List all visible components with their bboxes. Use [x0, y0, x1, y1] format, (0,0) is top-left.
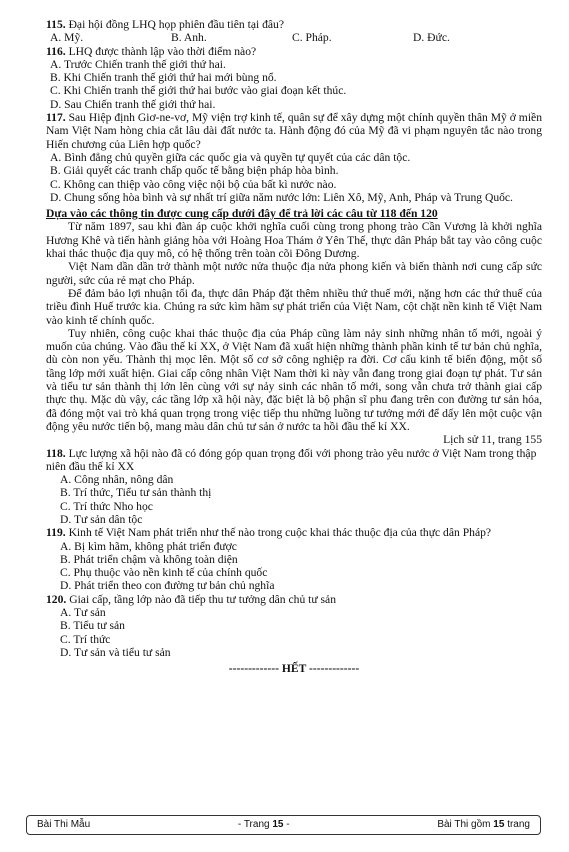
- passage-paragraph: Việt Nam dần dần trở thành một nước nửa thuộc địa nửa phong kiến và biến thành nơi cung cấp sức người, sức của rẻ mạt cho Pháp.: [46, 260, 542, 287]
- option-b: B. Tiểu tư sản: [60, 619, 125, 633]
- option-c: C. Phụ thuộc vào nền kinh tế của chính quốc: [60, 566, 268, 580]
- option-b: B. Khi Chiến tranh thế giới thứ hai mới bùng nổ.: [50, 71, 277, 85]
- question-number: 117.: [46, 111, 66, 125]
- option-b: B. Phát triển chậm và không toàn diện: [60, 552, 238, 566]
- footer-total-pages: 15: [493, 819, 505, 831]
- option-d: D. Đức.: [413, 31, 450, 45]
- question-120: [46, 593, 542, 606]
- question-number: 119.: [46, 526, 66, 540]
- option-b: B. Trí thức, Tiểu tư sản thành thị: [60, 486, 212, 500]
- option-c: C. Không can thiệp vào công việc nội bộ của bất kì nước nào.: [50, 177, 337, 191]
- option-c: C. Trí thức: [60, 632, 111, 646]
- footer-left: Bài Thi Mẫu: [37, 819, 91, 831]
- passage-paragraph: Để đảm bảo lợi nhuận tối đa, thực dân Pháp đặt thêm nhiều thứ thuế mới, nặng hơn các thứ thuế của triều đình Huế trước kia. Chúng ra sức kìm hãm sự phát triển của Việt Nam, cột chặt nền kinh tế Việt Nam vào kinh tế chính quốc.: [46, 286, 542, 327]
- passage-paragraph: Tuy nhiên, công cuộc khai thác thuộc địa của Pháp cũng làm nảy sinh những nhân tố mới, ngoài ý muốn của chúng. Vào đầu thế kỉ XX, ở Việt Nam đã xuất hiện những thành phần kinh tế tư bản chủ nghĩa, dù còn non yếu. Thành thị mọc lên. Một số cơ sở công nghiệp ra đời. Cơ cấu kinh tế biến động, một số tầng lớp mới xuất hiện. Giai cấp công nhân Việt Nam thời kì này vẫn đang trong giai đoạn tự phát. Tư sản và tiểu tư sản thành thị lớn lên cùng với sự nảy sinh các nhân tố mới, song vẫn chưa trở thành giai cấp thực thụ. Mặc dù vậy, các tầng lớp xã hội này, đặc biệt là bộ phận sĩ phu đang trên con đường tư sản hóa, đã đóng một vai trò khá quan trọng trong việc tiếp thu những luồng tư tưởng mới để dấy lên một cuộc vận động yêu nước tiến bộ, mang màu dân chủ tư sản ở nước ta hồi đầu thế kỉ XX.: [46, 326, 542, 433]
- option-d: D. Sau Chiến tranh thế giới thứ hai.: [50, 97, 216, 111]
- question-119: [46, 526, 542, 539]
- option-a: A. Mỹ.: [50, 31, 84, 45]
- question-116: [46, 45, 542, 58]
- option-b: B. Giải quyết các tranh chấp quốc tế bằng biện pháp hòa bình.: [50, 164, 339, 178]
- option-c: C. Trí thức Nho học: [60, 499, 153, 513]
- exam-page: [46, 18, 542, 676]
- footer-page-number: 15: [272, 819, 284, 831]
- option-c: C. Pháp.: [292, 31, 332, 45]
- question-text: LHQ được thành lập vào thời điểm nào?: [68, 44, 257, 58]
- question-number: 118.: [46, 446, 66, 460]
- passage-paragraph: Từ năm 1897, sau khi đàn áp cuộc khởi nghĩa cuối cùng trong phong trào Cần Vương là khởi nghĩa Hương Khê và tiến hành giảng hòa với Hoàng Hoa Thám ở Yên Thế, thực dân Pháp bắt tay vào công cuộc khai thác thuộc địa quy mô, có hệ thống trên toàn cõi Đông Dương.: [46, 220, 542, 261]
- option-a: A. Bị kìm hãm, không phát triển được: [60, 539, 237, 553]
- question-number: 116.: [46, 44, 66, 58]
- footer-right: Bài Thi gồm 15 trang: [437, 819, 530, 831]
- question-118: [46, 447, 542, 474]
- question-text: Giai cấp, tầng lớp nào đã tiếp thu tư tưởng dân chủ tư sản: [69, 592, 336, 606]
- option-a: A. Tư sản: [60, 606, 106, 620]
- question-117: [46, 111, 542, 151]
- option-a: A. Công nhân, nông dân: [60, 473, 174, 487]
- question-text: Kinh tế Việt Nam phát triển như thế nào trong cuộc khai thác thuộc địa của thực dân Pháp?: [68, 526, 492, 540]
- end-mark: ------------- HẾT -------------: [228, 662, 360, 676]
- option-d: D. Phát triển theo con đường tư bản chủ nghĩa: [60, 579, 275, 593]
- option-d: D. Tư sản và tiểu tư sản: [60, 645, 171, 659]
- option-d: D. Chung sống hòa bình và sự nhất trí giữa năm nước lớn: Liên Xô, Mỹ, Anh, Pháp và Trung Quốc.: [50, 190, 513, 204]
- question-text: Lực lượng xã hội nào đã có đóng góp quan trọng đối với phong trào yêu nước ở Việt Nam trong thập niên đầu thế kỉ XX: [46, 446, 537, 473]
- question-text: Sau Hiệp định Giơ-ne-vơ, Mỹ viện trợ kinh tế, quân sự để xây dựng một chính quyền thân Mỹ ở miền Nam Việt Nam hòng chia cắt lâu dài đất nước ta. Hành động đó của Mỹ đã vi phạm nguyên tắc nào trong Hiến chương của Liên hợp quốc?: [46, 111, 542, 151]
- question-number: 120.: [46, 592, 67, 606]
- option-c: C. Khi Chiến tranh thế giới thứ hai bước vào giai đoạn kết thúc.: [50, 84, 347, 98]
- footer-page: - Trang 15 -: [237, 819, 290, 831]
- question-text: Đại hội đồng LHQ họp phiên đầu tiên tại đâu?: [68, 18, 284, 31]
- option-b: B. Anh.: [171, 31, 207, 45]
- option-d: D. Tư sản dân tộc: [60, 512, 143, 526]
- option-a: A. Trước Chiến tranh thế giới thứ hai.: [50, 57, 226, 71]
- passage-heading: Dựa vào các thông tin được cung cấp dưới đây để trả lời các câu từ 118 đến 120: [46, 207, 438, 221]
- question-115: [46, 18, 542, 31]
- passage-source: Lịch sử 11, trang 155: [443, 433, 542, 447]
- question-number: 115.: [46, 18, 66, 31]
- option-a: A. Bình đẳng chủ quyền giữa các quốc gia và quyền tự quyết của các dân tộc.: [50, 150, 411, 164]
- page-footer: [26, 815, 541, 835]
- options-115: [46, 31, 542, 44]
